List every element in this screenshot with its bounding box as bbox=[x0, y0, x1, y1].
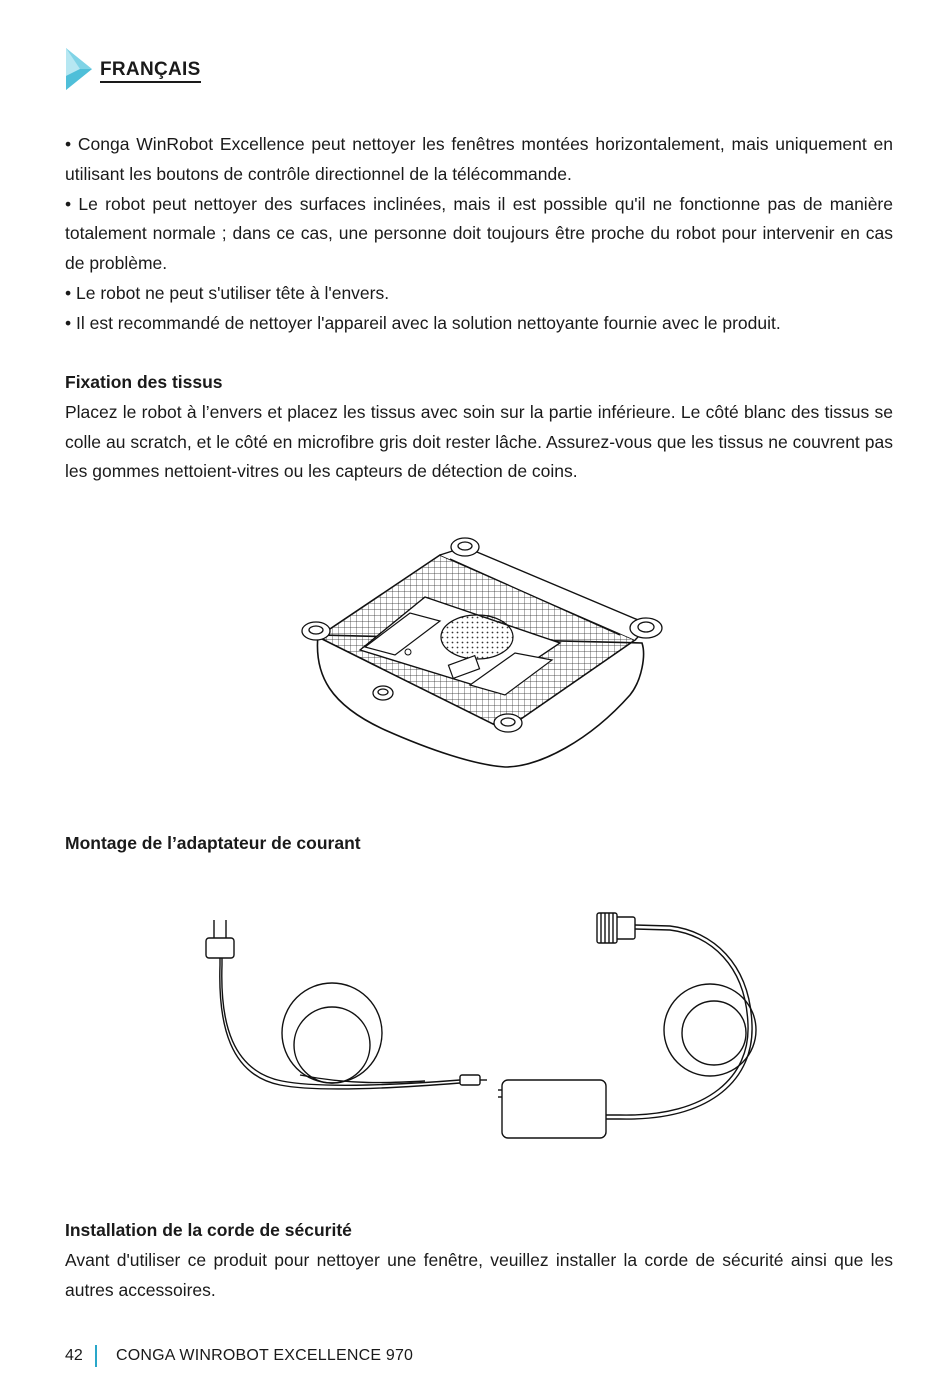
fixation-section bbox=[65, 368, 893, 487]
fixation-body: Placez le robot à l’envers et placez les tissus avec soin sur la partie inférieure. Le côté blanc des tissus se colle au scratch, et le côté en microfibre gris doit rester lâche. Assurez-vous que les tissus ne couvrent pas les gommes nettoient-vitres ou les capteurs de détection de coins. bbox=[65, 401, 893, 482]
power-adapter-illustration bbox=[190, 905, 770, 1150]
montage-section bbox=[65, 829, 893, 859]
bullet-list bbox=[65, 130, 893, 339]
footer-divider bbox=[95, 1345, 97, 1367]
installation-section bbox=[65, 1216, 893, 1305]
language-flag-icon bbox=[64, 46, 94, 92]
installation-title: Installation de la corde de sécurité bbox=[65, 1220, 352, 1240]
bullet-item: • Le robot peut nettoyer des surfaces inclinées, mais il est possible qu'il ne fonctionne pas de manière totalement normale ; dans ce cas, une personne doit toujours être proche du robot pour intervenir en cas de problème. bbox=[65, 193, 893, 274]
bullet-item: • Il est recommandé de nettoyer l'appareil avec la solution nettoyante fournie avec le produit. bbox=[65, 312, 781, 333]
page-number: 42 bbox=[65, 1347, 83, 1364]
bullet-item: • Le robot ne peut s'utiliser tête à l'envers. bbox=[65, 282, 390, 303]
robot-underside-illustration bbox=[290, 525, 680, 775]
language-header bbox=[64, 46, 264, 94]
bullet-item: • Conga WinRobot Excellence peut nettoyer les fenêtres montées horizontalement, mais uniquement en utilisant les boutons de contrôle directionnel de la télécommande. bbox=[65, 134, 893, 184]
montage-title: Montage de l’adaptateur de courant bbox=[65, 833, 361, 853]
installation-body: Avant d'utiliser ce produit pour nettoyer une fenêtre, veuillez installer la corde de sécurité ainsi que les autres accessoires. bbox=[65, 1249, 893, 1300]
document-title: CONGA WINROBOT EXCELLENCE 970 bbox=[116, 1347, 414, 1364]
language-label: FRANÇAIS bbox=[100, 60, 201, 83]
fixation-title: Fixation des tissus bbox=[65, 372, 223, 392]
